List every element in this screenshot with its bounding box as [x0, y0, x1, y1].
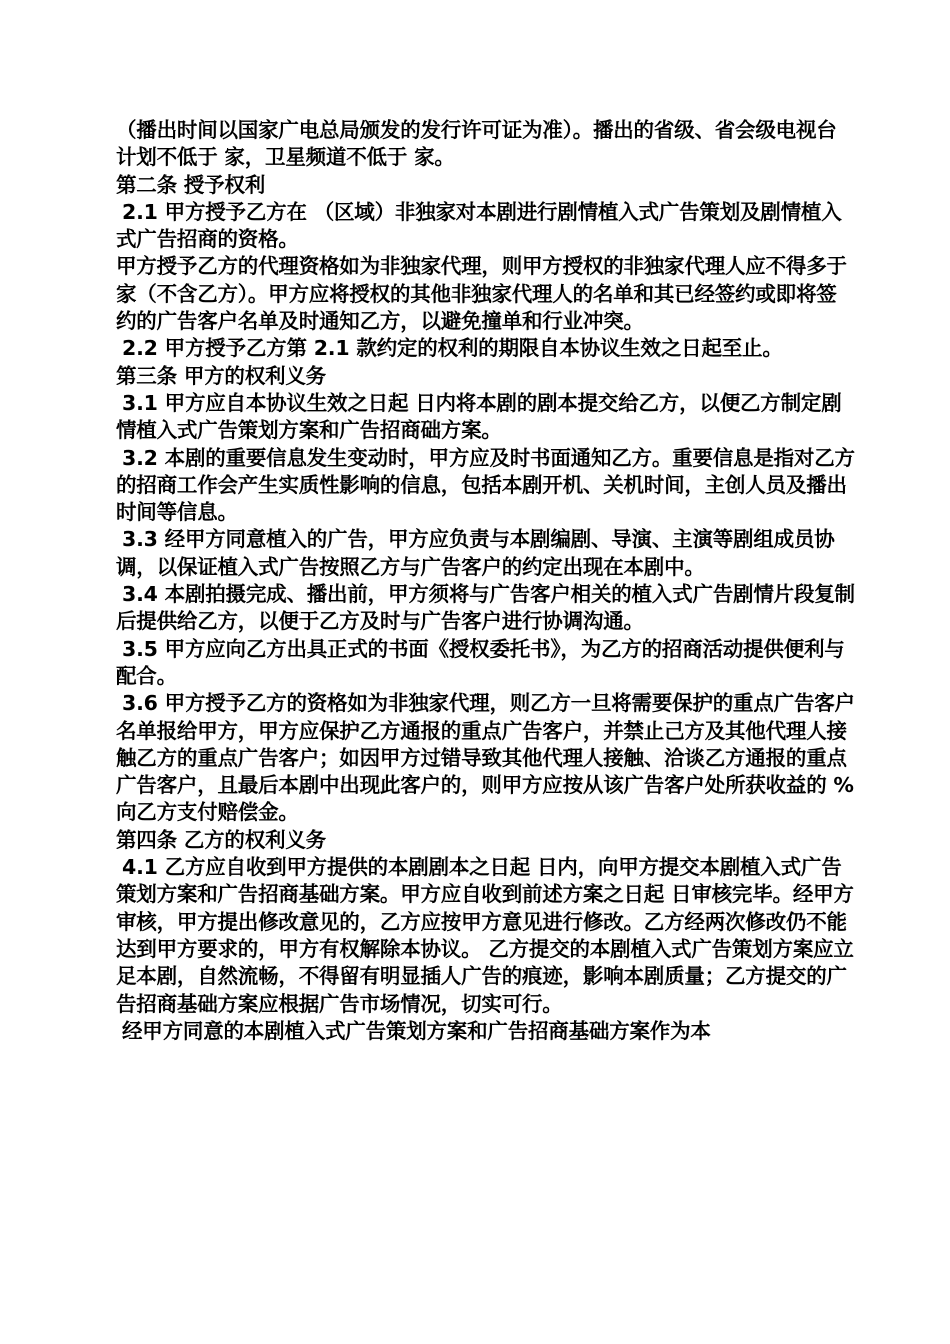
clause-3-6: 3.6 甲方授予乙方的资格如为非独家代理，则乙方一旦将需要保护的重点广告客户名单报给甲方，甲方应保护乙方通报的重点广告客户，并禁止己方及其他代理人接触乙方的重点广告客户；如因甲方过错导致其他代理人接触、洽谈乙方通报的重点广告客户，且最后本剧中出现此客户的，则甲方应按从该广告客户处所获收益的 %向乙方支付赔偿金。	[116, 691, 855, 825]
clause-4-1: 4.1 乙方应自收到甲方提供的本剧剧本之日起 日内，向甲方提交本剧植入式广告策划方案和广告招商基础方案。甲方应自收到前述方案之日起 日审核完毕。经甲方审核，甲方提出修改意见的，乙方应按甲方意见进行修改。乙方经两次修改仍不能达到甲方要求的，甲方有权解除本协议。 乙方提交的本剧植入式广告策划方案应立足本剧，自然流畅，不得留有明显插人广告的痕迹，影响本剧质量；乙方提交的广告招商基础方案应根据广告市场情况，切实可行。	[116, 855, 854, 1016]
article-2-heading: 第二条 授予权利	[116, 172, 266, 197]
paragraph-agency-note: 甲方授予乙方的代理资格如为非独家代理，则甲方授权的非独家代理人应不得多于 家（不含乙方）。甲方应将授权的其他非独家代理人的名单和其已经签约或即将签约的广告客户名单及时通知乙方，以避免撞单和行业冲突。	[116, 254, 847, 334]
paragraph-final-partial: 经甲方同意的本剧植入式广告策划方案和广告招商基础方案作为本	[122, 1018, 711, 1043]
clause-3-5: 3.5 甲方应向乙方出具正式的书面《授权委托书》，为乙方的招商活动提供便利与配合。	[116, 636, 845, 688]
article-3-heading: 第三条 甲方的权利义务	[116, 363, 326, 388]
clause-2-1: 2.1 甲方授予乙方在 （区域）非独家对本剧进行剧情植入式广告策划及剧情植入式广告招商的资格。	[116, 199, 842, 252]
clause-3-2: 3.2 本剧的重要信息发生变动时，甲方应及时书面通知乙方。重要信息是指对乙方的招商工作会产生实质性影响的信息，包括本剧开机、关机时间，主创人员及播出时间等信息。	[116, 445, 855, 525]
document-page	[116, 117, 856, 1045]
paragraph-broadcast-note: （播出时间以国家广电总局颁发的发行许可证为准）。播出的省级、省会级电视台计划不低于 家，卫星频道不低于 家。	[116, 118, 837, 170]
article-4-heading: 第四条 乙方的权利义务	[116, 827, 326, 852]
clause-3-3: 3.3 经甲方同意植入的广告，甲方应负责与本剧编剧、导演、主演等剧组成员协调，以保证植入式广告按照乙方与广告客户的约定出现在本剧中。	[116, 527, 835, 579]
clause-3-4: 3.4 本剧拍摄完成、播出前，甲方须将与广告客户相关的植入式广告剧情片段复制后提供给乙方，以便于乙方及时与广告客户进行协调沟通。	[116, 582, 855, 634]
clause-3-1: 3.1 甲方应自本协议生效之日起 日内将本剧的剧本提交给乙方，以便乙方制定剧情植入式广告策划方案和广告招商础方案。	[116, 390, 842, 443]
clause-2-2: 2.2 甲方授予乙方第 2.1 款约定的权利的期限自本协议生效之日起至止。	[122, 336, 783, 361]
